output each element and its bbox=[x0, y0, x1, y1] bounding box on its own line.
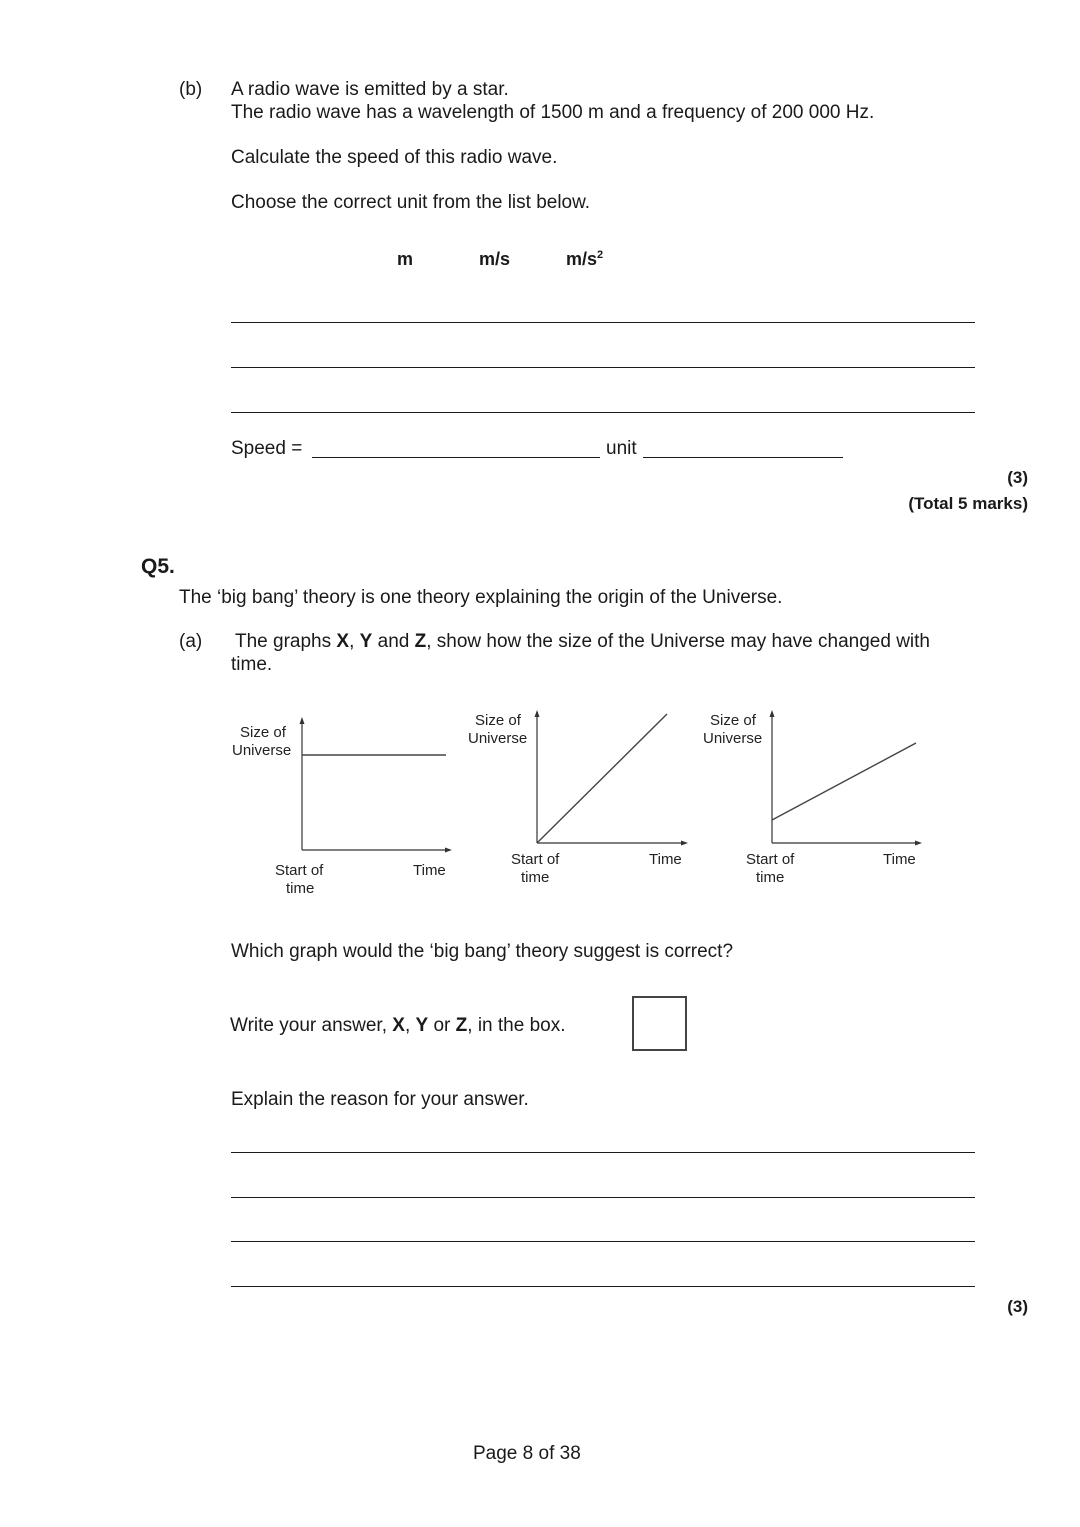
graph-z-y-label-1: Size of bbox=[710, 712, 756, 729]
q5-question: Which graph would the ‘big bang’ theory suggest is correct? bbox=[231, 941, 734, 962]
graph-z-time-label: Time bbox=[883, 851, 916, 868]
graph-x-y-arrow bbox=[300, 717, 305, 724]
graph-x-x-arrow bbox=[445, 848, 452, 853]
graph-x-y-label-1: Size of bbox=[240, 724, 286, 741]
unit-option-m-per-s: m/s bbox=[479, 249, 511, 269]
explain-instruction: Explain the reason for your answer. bbox=[231, 1089, 529, 1110]
unit-option-m-per-s-squared: $m/s^2$ bbox=[566, 249, 604, 269]
page-number: Page 8 of 38 bbox=[473, 1443, 581, 1464]
graph-z-y-label-2: Universe bbox=[703, 730, 763, 747]
part-a-line2: time. bbox=[231, 654, 273, 675]
speed-answer-line[interactable] bbox=[312, 457, 600, 458]
graph-y-time-label: Time bbox=[649, 851, 682, 868]
working-line-2[interactable] bbox=[231, 367, 975, 368]
graph-y bbox=[460, 705, 700, 905]
part-a-label: (a) bbox=[179, 631, 203, 652]
graph-y-x-arrow bbox=[681, 841, 688, 846]
graph-z-x-arrow bbox=[915, 841, 922, 846]
answer-box[interactable] bbox=[632, 996, 687, 1051]
explanation-line-3[interactable] bbox=[231, 1241, 975, 1242]
part-b-instruction-calculate: Calculate the speed of this radio wave. bbox=[231, 147, 558, 168]
part-b-instruction-unit: Choose the correct unit from the list below. bbox=[231, 192, 591, 213]
explanation-line-1[interactable] bbox=[231, 1152, 975, 1153]
graph-y-origin-label-2: time bbox=[521, 869, 550, 886]
graph-z-data-line bbox=[772, 743, 916, 820]
question-number: Q5. bbox=[141, 555, 175, 578]
explanation-line-2[interactable] bbox=[231, 1197, 975, 1198]
graph-y-origin-label-1: Start of bbox=[511, 851, 560, 868]
graph-z-origin-label-2: time bbox=[756, 869, 785, 886]
part-b-marks: (3) bbox=[1007, 468, 1028, 487]
explanation-line-4[interactable] bbox=[231, 1286, 975, 1287]
part-a-line1: The graphs X, Y and Z, show how the size of the Universe may have changed with bbox=[235, 631, 930, 652]
working-line-3[interactable] bbox=[231, 412, 975, 413]
write-answer-instruction: Write your answer, X, Y or Z, in the box. bbox=[230, 1015, 566, 1036]
graph-z-y-arrow bbox=[770, 710, 775, 717]
unit-label: unit bbox=[606, 438, 637, 459]
part-b-line2: The radio wave has a wavelength of 1500 m and a frequency of 200 000 Hz. bbox=[231, 102, 875, 123]
graph-x bbox=[225, 710, 465, 910]
graph-y-y-label-2: Universe bbox=[468, 730, 528, 747]
graph-x-y-label-2: Universe bbox=[232, 742, 292, 759]
graph-y-y-arrow bbox=[535, 710, 540, 717]
unit-answer-line[interactable] bbox=[643, 457, 843, 458]
speed-label: Speed = bbox=[231, 438, 303, 459]
graph-x-time-label: Time bbox=[413, 862, 446, 879]
graph-z-origin-label-1: Start of bbox=[746, 851, 795, 868]
part-b-line1: A radio wave is emitted by a star. bbox=[231, 79, 509, 100]
total-marks: (Total 5 marks) bbox=[908, 494, 1028, 513]
part-b-label: (b) bbox=[179, 79, 203, 100]
q5-intro: The ‘big bang’ theory is one theory explaining the origin of the Universe. bbox=[179, 587, 783, 608]
graph-y-y-label-1: Size of bbox=[475, 712, 521, 729]
graph-x-origin-label-1: Start of bbox=[275, 862, 324, 879]
q5a-marks: (3) bbox=[1007, 1297, 1028, 1316]
graph-y-data-line bbox=[537, 714, 667, 843]
graph-x-origin-label-2: time bbox=[286, 880, 315, 897]
graph-z bbox=[695, 705, 935, 905]
working-line-1[interactable] bbox=[231, 322, 975, 323]
unit-option-m: m bbox=[397, 249, 414, 269]
